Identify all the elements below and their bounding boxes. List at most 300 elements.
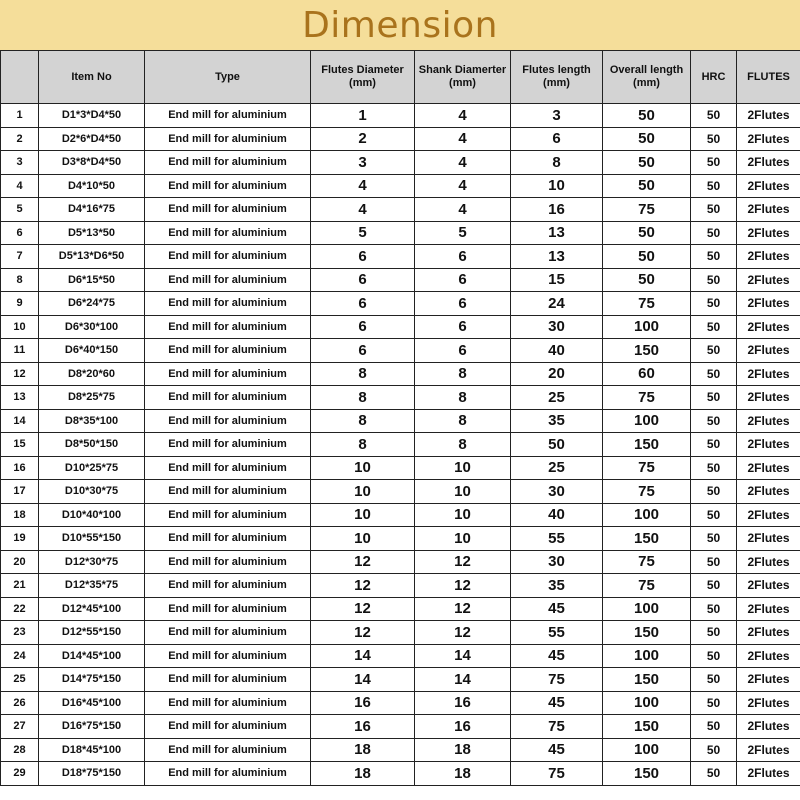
flutes-cell: 2Flutes xyxy=(737,315,800,339)
hrc-cell: 50 xyxy=(691,527,737,551)
shank-diameter-cell: 14 xyxy=(415,668,511,692)
flutes-diameter-cell: 8 xyxy=(311,409,415,433)
flutes-length-cell: 25 xyxy=(511,456,603,480)
item-no-cell: D8*50*150 xyxy=(39,433,145,457)
shank-diameter-cell: 8 xyxy=(415,386,511,410)
shank-diameter-cell: 8 xyxy=(415,362,511,386)
row-number: 13 xyxy=(1,386,39,410)
table-row xyxy=(1,386,800,410)
hrc-cell: 50 xyxy=(691,245,737,269)
header-flutes-length: Flutes length (mm) xyxy=(511,51,603,104)
overall-length-cell: 50 xyxy=(603,174,691,198)
flutes-cell: 2Flutes xyxy=(737,527,800,551)
table-row xyxy=(1,644,800,668)
item-no-cell: D16*45*100 xyxy=(39,691,145,715)
shank-diameter-cell: 4 xyxy=(415,104,511,128)
flutes-length-cell: 40 xyxy=(511,503,603,527)
flutes-diameter-cell: 16 xyxy=(311,715,415,739)
item-no-cell: D6*40*150 xyxy=(39,339,145,363)
item-no-cell: D10*55*150 xyxy=(39,527,145,551)
shank-diameter-cell: 14 xyxy=(415,644,511,668)
table-row xyxy=(1,550,800,574)
type-cell: End mill for aluminium xyxy=(145,644,311,668)
overall-length-cell: 150 xyxy=(603,621,691,645)
item-no-cell: D12*45*100 xyxy=(39,597,145,621)
overall-length-cell: 75 xyxy=(603,456,691,480)
flutes-diameter-cell: 8 xyxy=(311,433,415,457)
shank-diameter-cell: 4 xyxy=(415,127,511,151)
shank-diameter-cell: 6 xyxy=(415,245,511,269)
hrc-cell: 50 xyxy=(691,104,737,128)
shank-diameter-cell: 6 xyxy=(415,268,511,292)
overall-length-cell: 75 xyxy=(603,198,691,222)
item-no-cell: D4*10*50 xyxy=(39,174,145,198)
flutes-diameter-cell: 10 xyxy=(311,456,415,480)
item-no-cell: D1*3*D4*50 xyxy=(39,104,145,128)
type-cell: End mill for aluminium xyxy=(145,550,311,574)
table-row xyxy=(1,480,800,504)
type-cell: End mill for aluminium xyxy=(145,151,311,175)
item-no-cell: D3*8*D4*50 xyxy=(39,151,145,175)
overall-length-cell: 60 xyxy=(603,362,691,386)
table-row xyxy=(1,245,800,269)
type-cell: End mill for aluminium xyxy=(145,174,311,198)
table-body xyxy=(1,104,800,786)
type-cell: End mill for aluminium xyxy=(145,503,311,527)
row-number: 22 xyxy=(1,597,39,621)
shank-diameter-cell: 4 xyxy=(415,198,511,222)
type-cell: End mill for aluminium xyxy=(145,245,311,269)
table-row xyxy=(1,433,800,457)
overall-length-cell: 50 xyxy=(603,151,691,175)
header-shank-diameter: Shank Diamerter (mm) xyxy=(415,51,511,104)
flutes-cell: 2Flutes xyxy=(737,292,800,316)
overall-length-cell: 50 xyxy=(603,245,691,269)
item-no-cell: D12*35*75 xyxy=(39,574,145,598)
flutes-length-cell: 55 xyxy=(511,621,603,645)
row-number: 1 xyxy=(1,104,39,128)
type-cell: End mill for aluminium xyxy=(145,762,311,786)
type-cell: End mill for aluminium xyxy=(145,198,311,222)
flutes-length-cell: 16 xyxy=(511,198,603,222)
flutes-length-cell: 45 xyxy=(511,597,603,621)
table-row xyxy=(1,621,800,645)
flutes-diameter-cell: 12 xyxy=(311,550,415,574)
flutes-cell: 2Flutes xyxy=(737,762,800,786)
row-number: 14 xyxy=(1,409,39,433)
flutes-diameter-cell: 14 xyxy=(311,644,415,668)
row-number: 10 xyxy=(1,315,39,339)
shank-diameter-cell: 10 xyxy=(415,527,511,551)
header-row xyxy=(1,51,800,104)
item-no-cell: D16*75*150 xyxy=(39,715,145,739)
shank-diameter-cell: 18 xyxy=(415,738,511,762)
row-number: 17 xyxy=(1,480,39,504)
type-cell: End mill for aluminium xyxy=(145,409,311,433)
overall-length-cell: 50 xyxy=(603,127,691,151)
flutes-diameter-cell: 6 xyxy=(311,268,415,292)
overall-length-cell: 100 xyxy=(603,503,691,527)
flutes-cell: 2Flutes xyxy=(737,245,800,269)
type-cell: End mill for aluminium xyxy=(145,127,311,151)
shank-diameter-cell: 5 xyxy=(415,221,511,245)
shank-diameter-cell: 4 xyxy=(415,151,511,175)
overall-length-cell: 75 xyxy=(603,386,691,410)
item-no-cell: D12*30*75 xyxy=(39,550,145,574)
flutes-diameter-cell: 4 xyxy=(311,174,415,198)
flutes-diameter-cell: 2 xyxy=(311,127,415,151)
hrc-cell: 50 xyxy=(691,174,737,198)
row-number: 28 xyxy=(1,738,39,762)
item-no-cell: D10*30*75 xyxy=(39,480,145,504)
overall-length-cell: 150 xyxy=(603,762,691,786)
type-cell: End mill for aluminium xyxy=(145,621,311,645)
flutes-length-cell: 24 xyxy=(511,292,603,316)
shank-diameter-cell: 18 xyxy=(415,762,511,786)
flutes-cell: 2Flutes xyxy=(737,386,800,410)
row-number: 26 xyxy=(1,691,39,715)
table-row xyxy=(1,339,800,363)
flutes-length-cell: 45 xyxy=(511,691,603,715)
overall-length-cell: 50 xyxy=(603,104,691,128)
flutes-diameter-cell: 8 xyxy=(311,362,415,386)
item-no-cell: D6*15*50 xyxy=(39,268,145,292)
flutes-cell: 2Flutes xyxy=(737,621,800,645)
type-cell: End mill for aluminium xyxy=(145,597,311,621)
item-no-cell: D8*20*60 xyxy=(39,362,145,386)
flutes-cell: 2Flutes xyxy=(737,268,800,292)
flutes-diameter-cell: 18 xyxy=(311,762,415,786)
dimension-table xyxy=(0,50,800,786)
flutes-length-cell: 35 xyxy=(511,574,603,598)
shank-diameter-cell: 12 xyxy=(415,621,511,645)
row-number: 3 xyxy=(1,151,39,175)
row-number: 7 xyxy=(1,245,39,269)
flutes-cell: 2Flutes xyxy=(737,127,800,151)
row-number: 4 xyxy=(1,174,39,198)
hrc-cell: 50 xyxy=(691,550,737,574)
shank-diameter-cell: 6 xyxy=(415,292,511,316)
flutes-diameter-cell: 6 xyxy=(311,339,415,363)
item-no-cell: D8*25*75 xyxy=(39,386,145,410)
overall-length-cell: 150 xyxy=(603,527,691,551)
flutes-cell: 2Flutes xyxy=(737,691,800,715)
shank-diameter-cell: 16 xyxy=(415,691,511,715)
overall-length-cell: 150 xyxy=(603,433,691,457)
flutes-length-cell: 75 xyxy=(511,762,603,786)
flutes-length-cell: 20 xyxy=(511,362,603,386)
shank-diameter-cell: 10 xyxy=(415,456,511,480)
flutes-diameter-cell: 10 xyxy=(311,503,415,527)
hrc-cell: 50 xyxy=(691,715,737,739)
flutes-diameter-cell: 10 xyxy=(311,480,415,504)
flutes-length-cell: 45 xyxy=(511,644,603,668)
flutes-cell: 2Flutes xyxy=(737,104,800,128)
flutes-diameter-cell: 18 xyxy=(311,738,415,762)
overall-length-cell: 100 xyxy=(603,597,691,621)
row-number: 8 xyxy=(1,268,39,292)
flutes-diameter-cell: 5 xyxy=(311,221,415,245)
overall-length-cell: 100 xyxy=(603,644,691,668)
hrc-cell: 50 xyxy=(691,151,737,175)
overall-length-cell: 150 xyxy=(603,715,691,739)
table-row xyxy=(1,127,800,151)
item-no-cell: D2*6*D4*50 xyxy=(39,127,145,151)
flutes-length-cell: 55 xyxy=(511,527,603,551)
item-no-cell: D18*75*150 xyxy=(39,762,145,786)
row-number: 9 xyxy=(1,292,39,316)
flutes-cell: 2Flutes xyxy=(737,644,800,668)
item-no-cell: D6*30*100 xyxy=(39,315,145,339)
item-no-cell: D8*35*100 xyxy=(39,409,145,433)
overall-length-cell: 75 xyxy=(603,574,691,598)
table-row xyxy=(1,456,800,480)
table-row xyxy=(1,362,800,386)
row-number: 2 xyxy=(1,127,39,151)
flutes-length-cell: 30 xyxy=(511,550,603,574)
flutes-cell: 2Flutes xyxy=(737,151,800,175)
row-number: 5 xyxy=(1,198,39,222)
hrc-cell: 50 xyxy=(691,691,737,715)
row-number: 24 xyxy=(1,644,39,668)
flutes-cell: 2Flutes xyxy=(737,597,800,621)
flutes-length-cell: 30 xyxy=(511,480,603,504)
overall-length-cell: 100 xyxy=(603,691,691,715)
overall-length-cell: 75 xyxy=(603,480,691,504)
type-cell: End mill for aluminium xyxy=(145,668,311,692)
flutes-length-cell: 40 xyxy=(511,339,603,363)
flutes-cell: 2Flutes xyxy=(737,503,800,527)
hrc-cell: 50 xyxy=(691,738,737,762)
flutes-length-cell: 13 xyxy=(511,221,603,245)
flutes-cell: 2Flutes xyxy=(737,480,800,504)
row-number: 23 xyxy=(1,621,39,645)
hrc-cell: 50 xyxy=(691,315,737,339)
table-row xyxy=(1,715,800,739)
flutes-diameter-cell: 6 xyxy=(311,245,415,269)
flutes-diameter-cell: 6 xyxy=(311,292,415,316)
type-cell: End mill for aluminium xyxy=(145,104,311,128)
row-number: 19 xyxy=(1,527,39,551)
shank-diameter-cell: 10 xyxy=(415,480,511,504)
type-cell: End mill for aluminium xyxy=(145,339,311,363)
hrc-cell: 50 xyxy=(691,503,737,527)
row-number: 20 xyxy=(1,550,39,574)
table-row xyxy=(1,668,800,692)
flutes-length-cell: 3 xyxy=(511,104,603,128)
table-row xyxy=(1,503,800,527)
shank-diameter-cell: 12 xyxy=(415,597,511,621)
flutes-length-cell: 6 xyxy=(511,127,603,151)
flutes-diameter-cell: 14 xyxy=(311,668,415,692)
type-cell: End mill for aluminium xyxy=(145,691,311,715)
hrc-cell: 50 xyxy=(691,597,737,621)
flutes-length-cell: 10 xyxy=(511,174,603,198)
shank-diameter-cell: 4 xyxy=(415,174,511,198)
flutes-cell: 2Flutes xyxy=(737,715,800,739)
table-row xyxy=(1,527,800,551)
overall-length-cell: 50 xyxy=(603,221,691,245)
hrc-cell: 50 xyxy=(691,644,737,668)
item-no-cell: D14*75*150 xyxy=(39,668,145,692)
row-number: 29 xyxy=(1,762,39,786)
hrc-cell: 50 xyxy=(691,127,737,151)
shank-diameter-cell: 12 xyxy=(415,574,511,598)
overall-length-cell: 150 xyxy=(603,339,691,363)
item-no-cell: D12*55*150 xyxy=(39,621,145,645)
page-title: Dimension xyxy=(302,4,498,46)
shank-diameter-cell: 16 xyxy=(415,715,511,739)
row-number: 12 xyxy=(1,362,39,386)
flutes-cell: 2Flutes xyxy=(737,221,800,245)
overall-length-cell: 75 xyxy=(603,292,691,316)
type-cell: End mill for aluminium xyxy=(145,738,311,762)
table-row xyxy=(1,174,800,198)
item-no-cell: D6*24*75 xyxy=(39,292,145,316)
item-no-cell: D10*25*75 xyxy=(39,456,145,480)
item-no-cell: D10*40*100 xyxy=(39,503,145,527)
type-cell: End mill for aluminium xyxy=(145,456,311,480)
hrc-cell: 50 xyxy=(691,409,737,433)
header-flutes: FLUTES xyxy=(737,51,800,104)
flutes-cell: 2Flutes xyxy=(737,574,800,598)
overall-length-cell: 50 xyxy=(603,268,691,292)
type-cell: End mill for aluminium xyxy=(145,362,311,386)
flutes-cell: 2Flutes xyxy=(737,456,800,480)
row-number: 25 xyxy=(1,668,39,692)
hrc-cell: 50 xyxy=(691,198,737,222)
flutes-cell: 2Flutes xyxy=(737,362,800,386)
hrc-cell: 50 xyxy=(691,621,737,645)
row-number: 27 xyxy=(1,715,39,739)
item-no-cell: D4*16*75 xyxy=(39,198,145,222)
row-number: 6 xyxy=(1,221,39,245)
table-row xyxy=(1,762,800,786)
type-cell: End mill for aluminium xyxy=(145,433,311,457)
header-no xyxy=(1,51,39,104)
hrc-cell: 50 xyxy=(691,362,737,386)
flutes-diameter-cell: 12 xyxy=(311,621,415,645)
hrc-cell: 50 xyxy=(691,456,737,480)
hrc-cell: 50 xyxy=(691,386,737,410)
type-cell: End mill for aluminium xyxy=(145,574,311,598)
flutes-length-cell: 8 xyxy=(511,151,603,175)
flutes-length-cell: 35 xyxy=(511,409,603,433)
flutes-cell: 2Flutes xyxy=(737,339,800,363)
row-number: 18 xyxy=(1,503,39,527)
flutes-cell: 2Flutes xyxy=(737,198,800,222)
flutes-length-cell: 75 xyxy=(511,715,603,739)
flutes-length-cell: 45 xyxy=(511,738,603,762)
flutes-diameter-cell: 12 xyxy=(311,574,415,598)
row-number: 21 xyxy=(1,574,39,598)
title-banner xyxy=(0,0,800,50)
flutes-diameter-cell: 10 xyxy=(311,527,415,551)
shank-diameter-cell: 8 xyxy=(415,409,511,433)
row-number: 11 xyxy=(1,339,39,363)
flutes-diameter-cell: 4 xyxy=(311,198,415,222)
flutes-length-cell: 50 xyxy=(511,433,603,457)
header-hrc: HRC xyxy=(691,51,737,104)
type-cell: End mill for aluminium xyxy=(145,715,311,739)
header-type: Type xyxy=(145,51,311,104)
table-row xyxy=(1,574,800,598)
flutes-diameter-cell: 3 xyxy=(311,151,415,175)
header-item-no: Item No xyxy=(39,51,145,104)
shank-diameter-cell: 10 xyxy=(415,503,511,527)
table-row xyxy=(1,268,800,292)
table-row xyxy=(1,221,800,245)
flutes-length-cell: 15 xyxy=(511,268,603,292)
flutes-cell: 2Flutes xyxy=(737,668,800,692)
flutes-cell: 2Flutes xyxy=(737,738,800,762)
shank-diameter-cell: 6 xyxy=(415,315,511,339)
table-row xyxy=(1,738,800,762)
shank-diameter-cell: 6 xyxy=(415,339,511,363)
flutes-diameter-cell: 1 xyxy=(311,104,415,128)
overall-length-cell: 100 xyxy=(603,315,691,339)
item-no-cell: D14*45*100 xyxy=(39,644,145,668)
table-row xyxy=(1,104,800,128)
table-row xyxy=(1,151,800,175)
shank-diameter-cell: 8 xyxy=(415,433,511,457)
flutes-cell: 2Flutes xyxy=(737,409,800,433)
hrc-cell: 50 xyxy=(691,574,737,598)
item-no-cell: D18*45*100 xyxy=(39,738,145,762)
type-cell: End mill for aluminium xyxy=(145,315,311,339)
table-row xyxy=(1,691,800,715)
table-row xyxy=(1,292,800,316)
header-flutes-diameter: Flutes Diameter (mm) xyxy=(311,51,415,104)
hrc-cell: 50 xyxy=(691,433,737,457)
shank-diameter-cell: 12 xyxy=(415,550,511,574)
table-row xyxy=(1,198,800,222)
flutes-length-cell: 30 xyxy=(511,315,603,339)
item-no-cell: D5*13*D6*50 xyxy=(39,245,145,269)
hrc-cell: 50 xyxy=(691,762,737,786)
overall-length-cell: 100 xyxy=(603,738,691,762)
flutes-length-cell: 75 xyxy=(511,668,603,692)
table-row xyxy=(1,409,800,433)
flutes-cell: 2Flutes xyxy=(737,433,800,457)
hrc-cell: 50 xyxy=(691,668,737,692)
header-overall-length: Overall length (mm) xyxy=(603,51,691,104)
flutes-diameter-cell: 16 xyxy=(311,691,415,715)
flutes-diameter-cell: 8 xyxy=(311,386,415,410)
table-row xyxy=(1,315,800,339)
flutes-cell: 2Flutes xyxy=(737,174,800,198)
overall-length-cell: 75 xyxy=(603,550,691,574)
flutes-length-cell: 25 xyxy=(511,386,603,410)
table-row xyxy=(1,597,800,621)
overall-length-cell: 100 xyxy=(603,409,691,433)
type-cell: End mill for aluminium xyxy=(145,527,311,551)
item-no-cell: D5*13*50 xyxy=(39,221,145,245)
row-number: 15 xyxy=(1,433,39,457)
type-cell: End mill for aluminium xyxy=(145,292,311,316)
type-cell: End mill for aluminium xyxy=(145,268,311,292)
type-cell: End mill for aluminium xyxy=(145,386,311,410)
overall-length-cell: 150 xyxy=(603,668,691,692)
row-number: 16 xyxy=(1,456,39,480)
hrc-cell: 50 xyxy=(691,339,737,363)
hrc-cell: 50 xyxy=(691,221,737,245)
hrc-cell: 50 xyxy=(691,292,737,316)
type-cell: End mill for aluminium xyxy=(145,480,311,504)
flutes-diameter-cell: 12 xyxy=(311,597,415,621)
flutes-diameter-cell: 6 xyxy=(311,315,415,339)
flutes-cell: 2Flutes xyxy=(737,550,800,574)
